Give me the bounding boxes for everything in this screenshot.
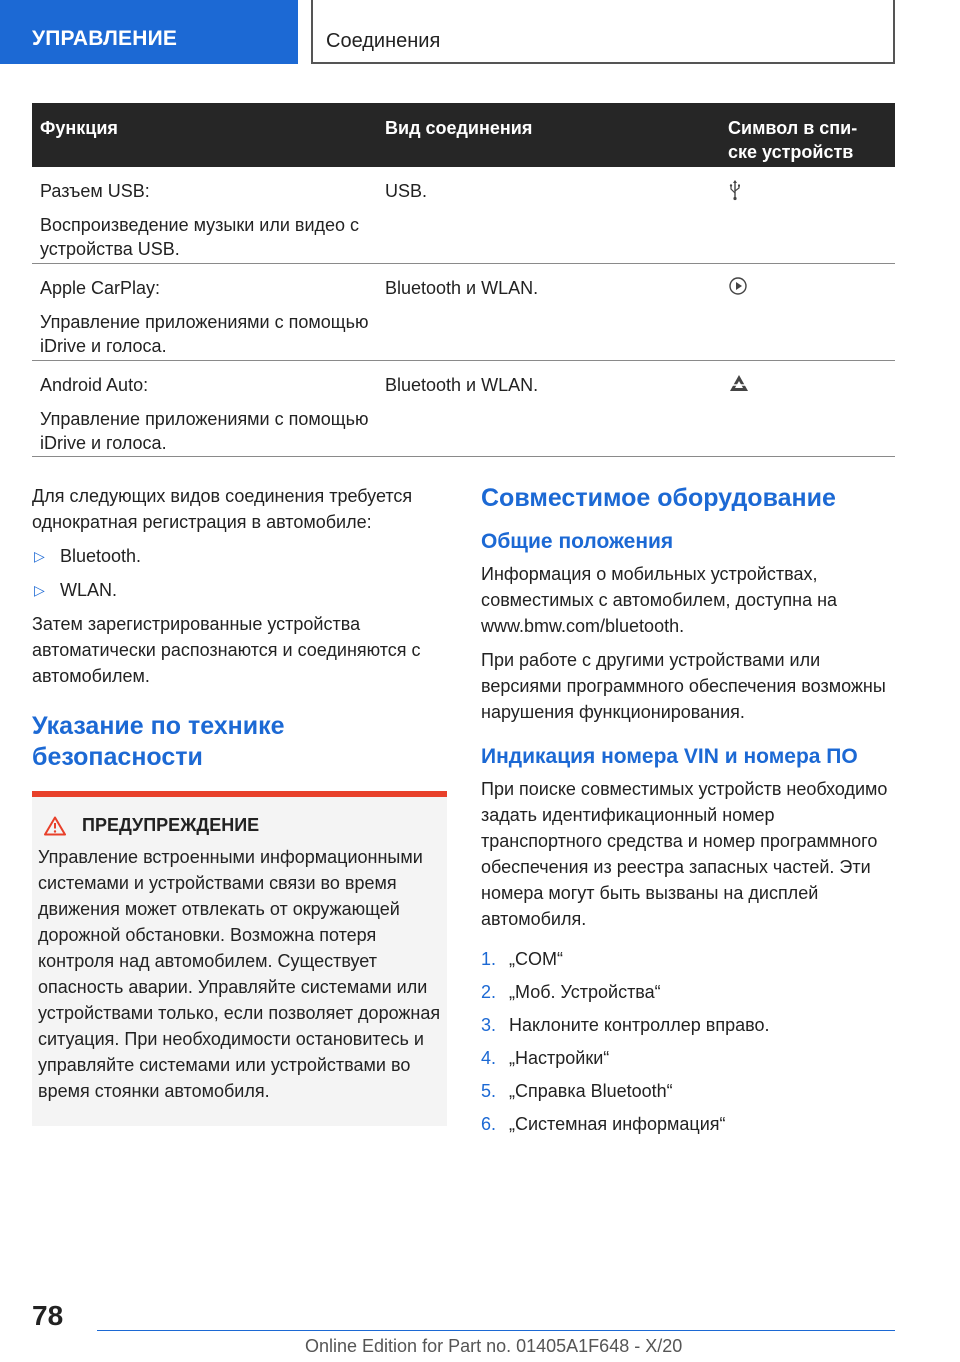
- function-title: Android Auto:: [40, 375, 149, 395]
- compatibility-warning: При работе с другими устройствами или версиями программного обеспечения возможны нарушения функционирования.: [481, 650, 886, 722]
- carplay-icon: [728, 276, 748, 296]
- warning-text: Управление встроенными информационными системами и устройствами связи во время движения может отвлекать от окружающей дорожной обстановки. Возможна потеря контроля над автомобилем. Существует опасность аварии. Управляйте системами или устройствами только, если позволяет дорожная ситуация. При необходимости остановитесь и управляйте системами или устройствами во время стоянки автомобиля.: [38, 847, 441, 1101]
- function-description: Управление приложениями с помощью iDrive и голоса.: [40, 409, 369, 453]
- table-header: [32, 103, 895, 167]
- right-column: [481, 483, 895, 1144]
- function-description: Воспроизведение музыки или видео с устройства USB.: [40, 215, 360, 259]
- compatibility-info: Информация о мобильных устройствах, совместимых с автомобилем, доступна на www.bmw.com/bluetooth.: [481, 564, 838, 636]
- list-item: ▷ Bluetooth.: [32, 543, 447, 569]
- vin-description: При поиске совместимых устройств необходимо задать идентификационный номер транспортного средства и номер программного обеспечения из реестра запасных частей. Эти номера могут быть вызваны на дисплей автомобиля.: [481, 779, 888, 929]
- table-row: [32, 264, 895, 361]
- compatible-equipment-heading: Совместимое оборудование: [481, 484, 836, 512]
- table-row: [32, 361, 895, 457]
- column-header-symbol: Символ в спи- ске устройств: [728, 118, 858, 162]
- usb-icon: [728, 179, 742, 201]
- vin-heading: Индикация номера VIN и номера ПО: [481, 745, 858, 768]
- connection-type: USB.: [385, 181, 428, 201]
- bullet-triangle-icon: ▷: [34, 582, 45, 598]
- section-title: УПРАВЛЕНИЕ: [32, 27, 178, 50]
- column-header-function: Функция: [40, 118, 118, 138]
- warning-box: [32, 791, 447, 1126]
- connection-type: Bluetooth и WLAN.: [385, 278, 539, 298]
- left-column: [32, 483, 447, 1126]
- registration-after: Затем зарегистрированные устройства автоматически распознаются и соединяются с автомобилем.: [32, 614, 421, 686]
- chapter-title: Соединения: [326, 30, 441, 52]
- list-item: 1. „COM“: [481, 949, 563, 969]
- safety-heading: Указание по технике безопасности: [32, 712, 285, 771]
- function-title: Разъем USB:: [40, 181, 150, 201]
- registration-intro: Для следующих видов соединения требуется однократная регистрация в автомобиле:: [32, 486, 413, 532]
- bullet-triangle-icon: ▷: [34, 548, 45, 564]
- function-title: Apple CarPlay:: [40, 278, 161, 298]
- function-description: Управление приложениями с помощью iDrive и голоса.: [40, 312, 369, 356]
- connection-type: Bluetooth и WLAN.: [385, 375, 539, 395]
- list-item: 5. „Справка Bluetooth“: [481, 1081, 673, 1101]
- list-item: 6. „Системная информация“: [481, 1114, 726, 1134]
- steps-list: [481, 946, 895, 1137]
- general-heading: Общие положения: [481, 530, 674, 553]
- warning-triangle-icon: [44, 816, 66, 836]
- column-header-connection: Вид соединения: [385, 118, 533, 138]
- list-item: ▷ WLAN.: [32, 577, 447, 603]
- footer-divider: [97, 1330, 895, 1331]
- page-number: 78: [32, 1300, 64, 1331]
- connections-table: [32, 103, 895, 457]
- edition-note: Online Edition for Part no. 01405A1F648 - X/20: [305, 1336, 683, 1356]
- list-item: 2. „Моб. Устройства“: [481, 982, 661, 1002]
- warning-title: ПРЕДУПРЕЖДЕНИЕ: [82, 815, 260, 835]
- list-item: 4. „Настройки“: [481, 1048, 610, 1068]
- table-row: [32, 167, 895, 264]
- android-auto-icon: [728, 373, 750, 393]
- chapter-header: [311, 0, 895, 64]
- section-tab: [0, 0, 298, 64]
- list-item: 3. Наклоните контроллер вправо.: [481, 1015, 770, 1035]
